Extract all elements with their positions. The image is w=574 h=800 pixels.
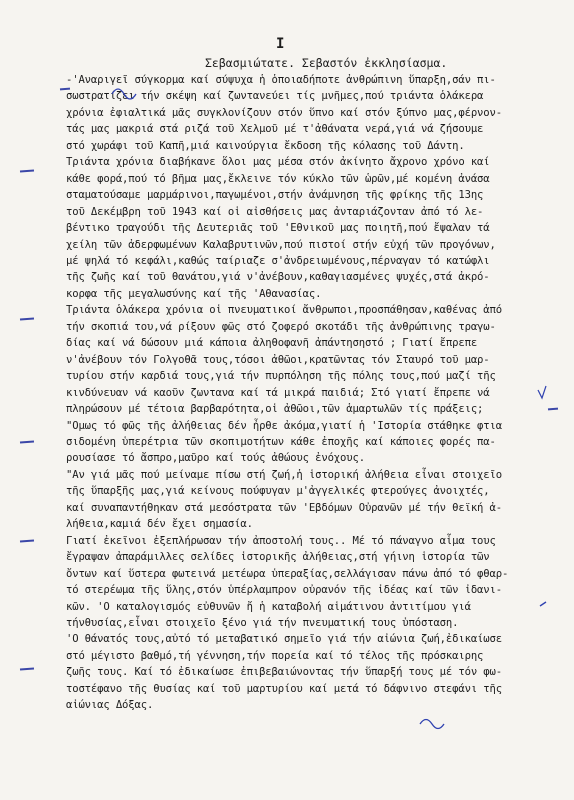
text-line: λήθεια,καμιά δέν ἔχει σημασία.: [66, 518, 253, 531]
text-line: ν'ἀνέβουν τόν Γολγοθᾶ τους,τόσοι ἀθῶοι,κρατῶντας τόν Σταυρό τοῦ μαρ-: [66, 353, 490, 366]
text-line: ὄντων καί ὕστερα φωτεινά μετέωρα ὑπεραξίας,σελλάγισαν πάνω ἀπό τό φθαρ-: [66, 567, 509, 580]
text-line: ζωῆς τους. Καί τό ἐδικαίωσε ἐπιβεβαιώνοντας τήν ὕπαρξή τους μέ τόν φω-: [66, 666, 502, 679]
text-line: τῆς ὕπαρξῆς μας,γιά κείνους πούφυγαν μ'ἀγγελικές φτερούγες ἀνοιχτές,: [66, 485, 490, 498]
text-line: σιδομένη ὑπερέτρια τῶν σκοπιμοτήτων κάθε ἐποχῆς καί κάποιες φορές πα-: [66, 435, 496, 448]
body-text: [66, 72, 564, 714]
text-line: τοστέφανο τῆς θυσίας καί τοῦ μαρτυρίου καί μετά τό δάφνινο στεφάνι τῆς: [66, 682, 502, 695]
text-line: τήνθυσίας,εἶναι στοιχεῖο ξένο γιά τήν πνευματική τους ὑπόσταση.: [66, 616, 459, 629]
text-line: τήν σκοπιά του,νά ρίξουν φῶς στό ζοφερό σκοτάδι τῆς ἀνθρώπινης τραγω-: [66, 320, 496, 333]
margin-mark-5: [20, 441, 34, 444]
text-line: καί συναπαντήθηκαν στά μεσόστρατα τῶν 'Εβδόμων Οὐρανῶν μέ τήν θεϊκή ἀ-: [66, 501, 502, 514]
text-line: δίας καί νά δώσουν μιά κάποια ἀληθοφανῆ ἀπάντησηστό ; Γιατί ἔπρεπε: [66, 337, 478, 350]
text-line: ρουσίασε τό ἄσπρο,μαῦρο καί τούς ἀθώους ἐνόχους.: [66, 452, 365, 465]
text-line: -'Αναριγεῖ σύγκορμα καί σύψυχα ἡ ὁποιαδήποτε ἀνθρώπινη ὕπαρξη,σάν πι-: [66, 74, 496, 86]
text-line: τό στερέωμα τῆς ὕλης,στόν ὑπέρλαμπρον οὐρανόν τῆς ἰδέας καί τῶν ἰδανι-: [66, 584, 502, 597]
margin-mark-7: [20, 668, 34, 671]
text-line: τυρίου στήν καρδιά τους,γιά τήν πυρπόληση τῆς πόλης τους,πού μαζί τῆς: [66, 370, 496, 383]
text-line: πληρώσουν μέ τέτοια βαρβαρότητα,οἱ ἀθῶοι,τῶν ἁμαρτωλῶν τίς πράξεις;: [66, 403, 484, 416]
text-line: στό μέγιστο βαθμό,τή γέννηση,τήν πορεία καί τό τέλος τῆς πρόσκαιρης: [66, 649, 484, 662]
text-line: σωστρατίζει τήν σκέψη καί ζωντανεύει τίς μνῆμες,πού τριάντα ὁλάκερα: [66, 90, 484, 103]
text-line: Τριάντα χρόνια διαβήκανε ὅλοι μας μέσα στόν ἀκίνητο ἄχρονο χρόνο καί: [66, 156, 490, 169]
text-line: βέντικο τραγούδι τῆς Δευτεριᾶς τοῦ 'Εθνικοῦ μας ποιητῆ,πού ἔψαλαν τά: [66, 222, 490, 235]
text-line: στό χωράφι τοῦ Καπῆ,μιά καινούργια ἔκδοση τῆς κόλασης τοῦ Δάντη.: [66, 139, 465, 152]
text-line: χείλη τῶν ἀδερφωμένων Καλαβρυτινῶν,πού πιστοί στήν εὐχή τῶν προγόνων,: [66, 238, 496, 251]
text-line: κάθε φορά,πού τό βῆμα μας,ἔκλεινε τόν κύκλο τῶν ὡρῶν,μέ κομένη ἀνάσα: [66, 172, 490, 185]
text-line: "Αν γιά μᾶς πού μείναμε πίσω στή ζωή,ἡ ἱστορική ἀλήθεια εἶναι στοιχεῖο: [66, 468, 502, 481]
text-line: μέ ψηλά τό κεφάλι,καθώς ταίριαζε σ'ἀνδρειωμένους,πέρναγαν τό κατώφλι: [66, 254, 490, 267]
text-line: τῆς ζωῆς καί τοῦ θανάτου,γιά ν'ἀνέβουν,καθαγιασμένες ψυχές,στά ἀκρό-: [66, 271, 490, 284]
margin-mark-2: [20, 170, 34, 173]
margin-mark-3: [20, 318, 34, 321]
text-line: ἔγραψαν ἀπαράμιλλες σελίδες ἱστορικῆς ἀλήθειας,στή γήινη ἱστορία τῶν: [66, 551, 490, 564]
text-line: κορφα τῆς μεγαλωσύνης καί τῆς 'Αθανασίας.: [66, 287, 322, 300]
text-line: σταματούσαμε μαρμάρινοι,παγωμένοι,στήν ἀνάμνηση τῆς φρίκης τῆς 13ης: [66, 189, 484, 202]
text-line: αἰώνιας Δόξας.: [66, 699, 154, 712]
text-line: 'Ο θάνατός τους,αὐτό τό μεταβατικό σημεῖο γιά τήν αἰώνια ζωή,ἐδικαίωσε: [66, 633, 502, 646]
margin-mark-6: [20, 540, 34, 543]
salutation: Σεβασμιώτατε. Σεβαστόν ἐκκλησίασμα.: [205, 56, 448, 70]
text-line: Τριάντα ὁλάκερα χρόνια οἱ πνευματικοί ἄνθρωποι,προσπάθησαν,καθένας ἀπό: [66, 304, 502, 317]
text-line: κινδύνευαν νά καοῦν ζωντανα καί τά μικρά παιδιά; Στό γιατί ἔπρεπε νά: [66, 386, 490, 399]
text-line: "Ομως τό φῶς τῆς ἀλήθειας δέν ἦρθε ἀκόμα,γιατί ἡ 'Ιστορία στάθηκε φτια: [66, 419, 502, 432]
text-line: χρόνια ἐφιαλτικά μᾶς συγκλονίζουν στόν ὕπνο καί στόν ξύπνο μας,φέρνον-: [66, 106, 502, 119]
text-line: τάς μας μακριά στά ριζά τοῦ Χελμοῦ μέ τ'ἀθάνατα νερά,γιά νά ζήσουμε: [66, 123, 484, 136]
text-line: τοῦ Δεκέμβρη τοῦ 1943 καί οἱ αἰσθήσεις μας ἀνταριάζονταν ἀπό τό λε-: [66, 205, 484, 218]
page-number: I: [276, 36, 286, 52]
text-line: κῶν. 'Ο καταλογισμός εὐθυνῶν ἤ ἡ καταβολή αἱμάτινου ἀντιτίμου γιά: [66, 600, 471, 613]
text-line: Γιατί ἐκεῖνοι ἐξεπλήρωσαν τήν ἀποστολή τους.. Μέ τό πάναγνο αἷμα τους: [66, 534, 496, 547]
